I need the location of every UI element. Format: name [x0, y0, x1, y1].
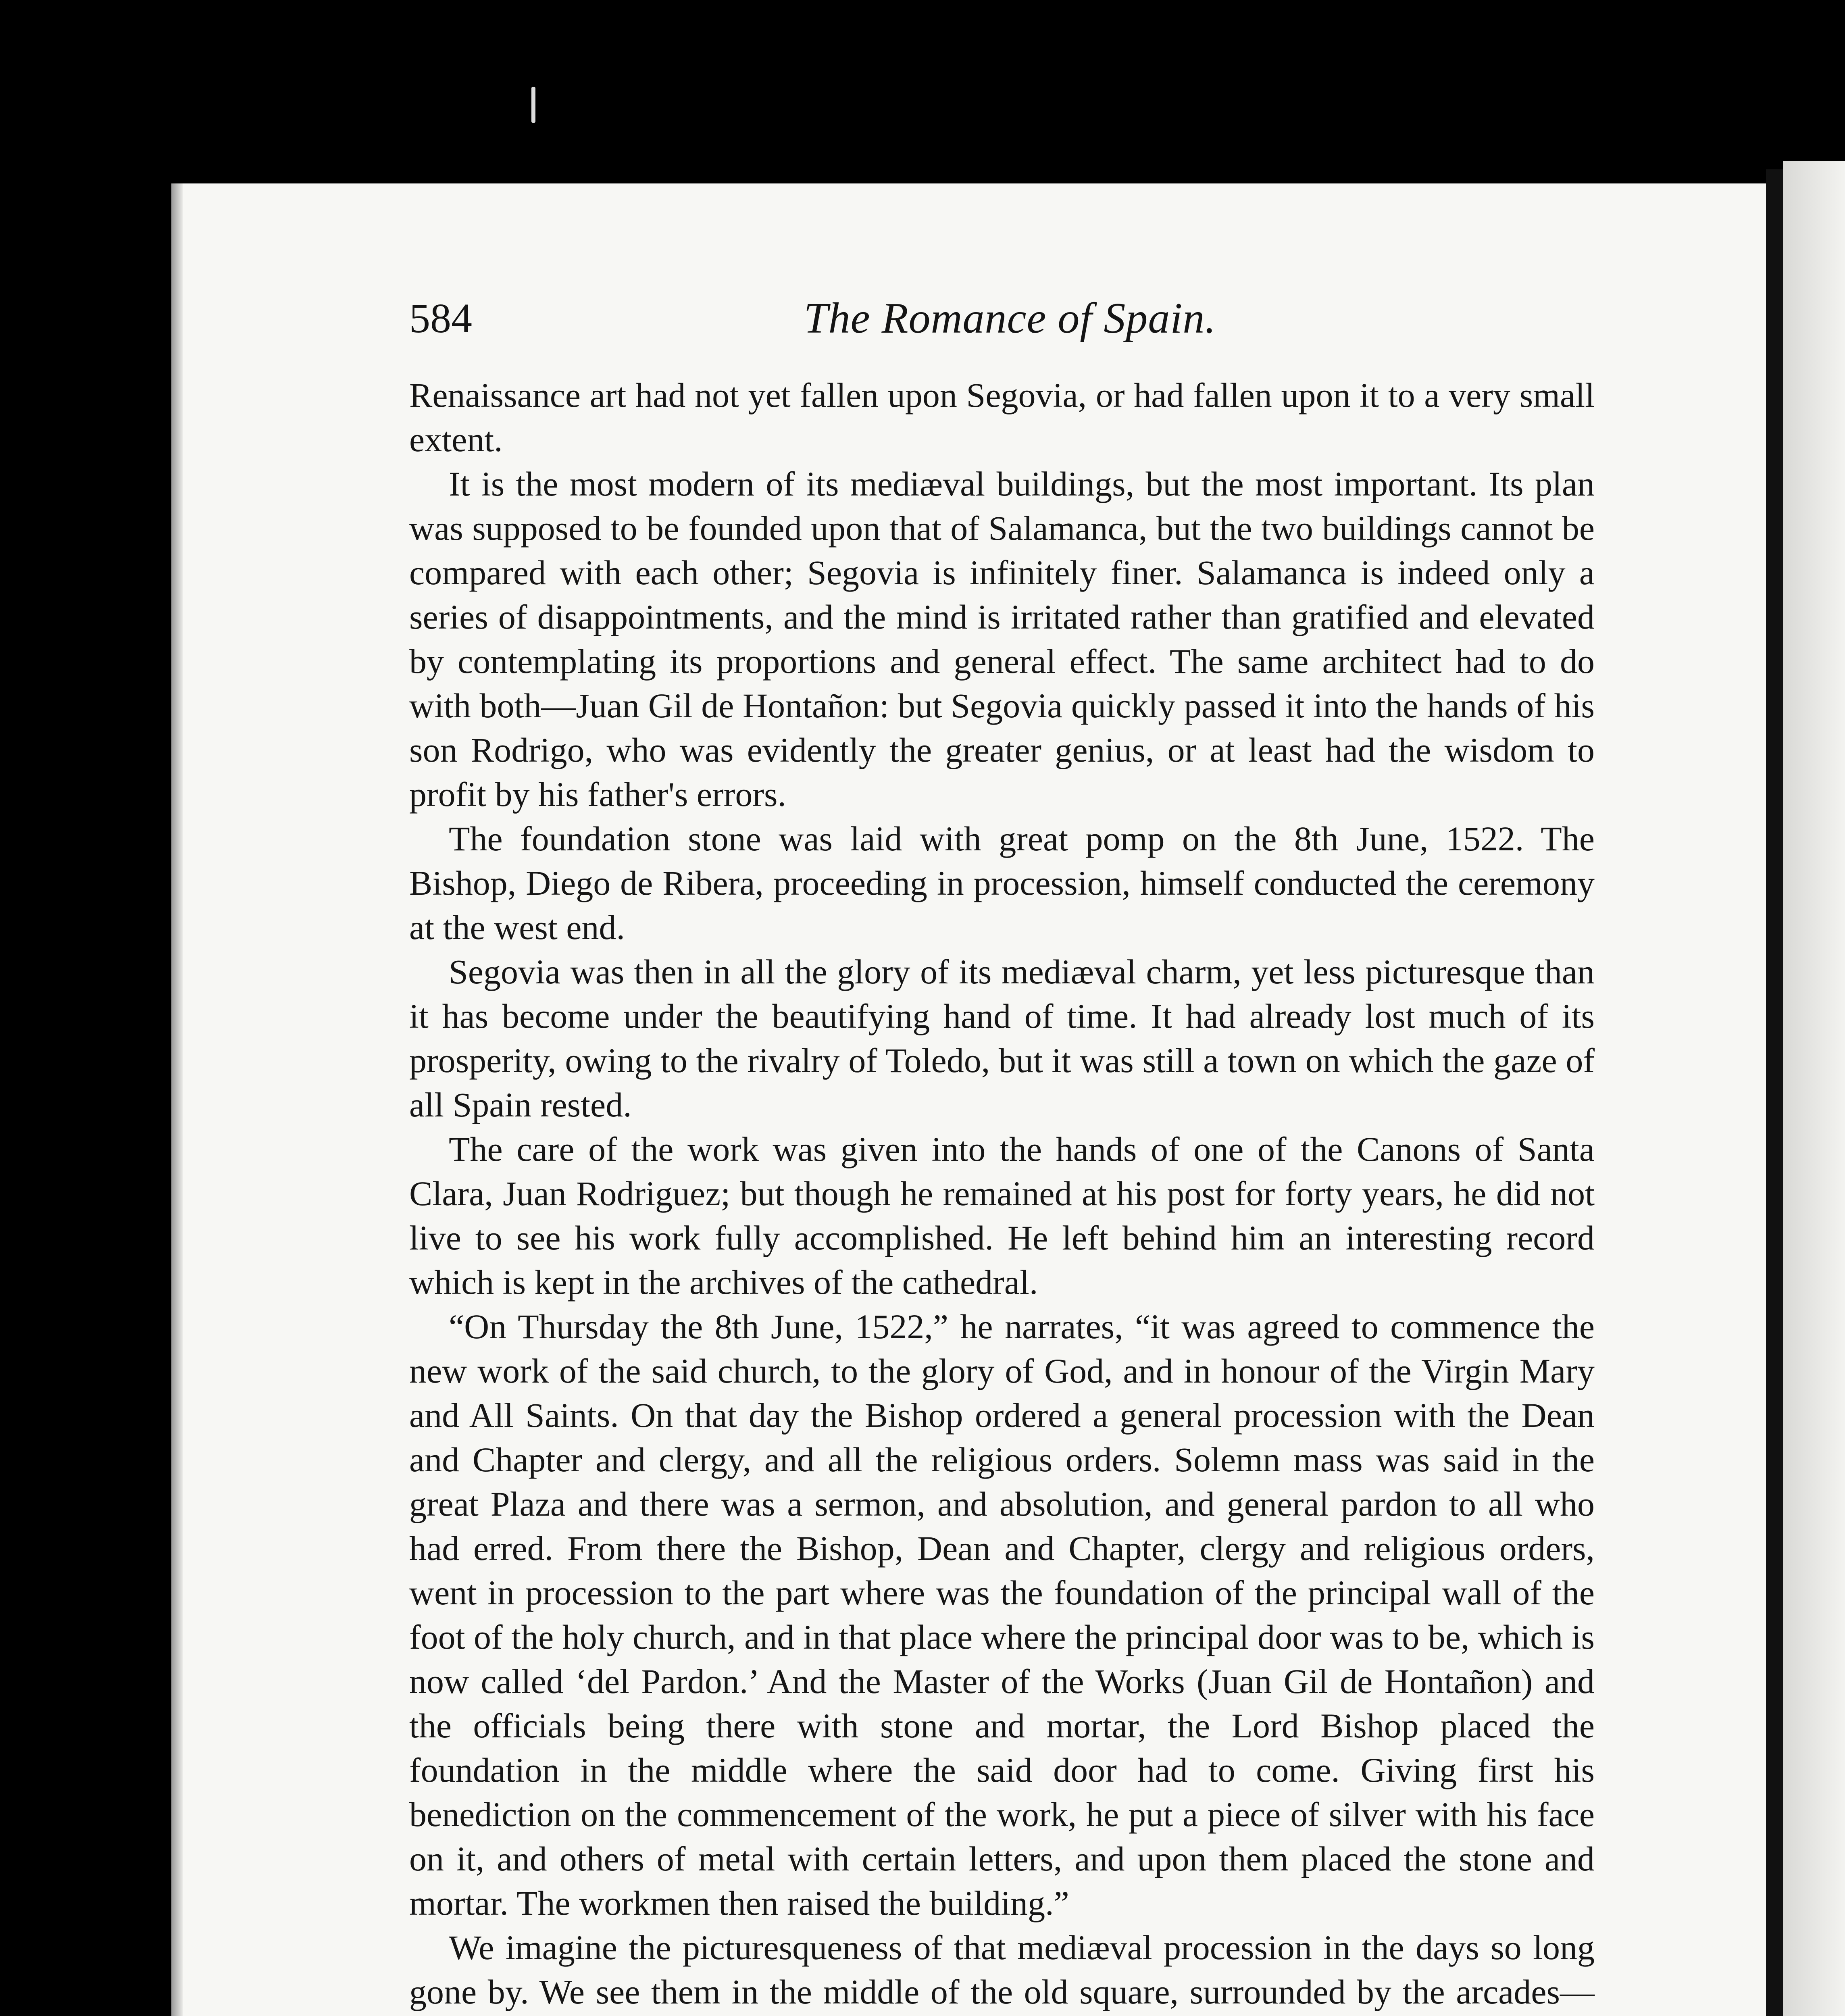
- paragraph: Renaissance art had not yet fallen upon Segovia, or had fallen upon it to a very small extent.: [409, 376, 1595, 459]
- paragraph: Segovia was then in all the glory of its mediæval charm, yet less picturesque than it has become under the beautifying hand of time. It had already lost much of its prosperity, owing to the rivalry of Toledo, but it was still a town on which the gaze of all Spain rested.: [409, 952, 1595, 1124]
- paragraph: It is the most modern of its mediæval buildings, but the most important. Its plan was supposed to be founded upon that of Salamanca, but the two buildings cannot be compared with each other; Segovia is infinitely finer. Salamanca is indeed only a series of disappointments, and the mind is irritated rather than gratified and elevated by contemplating its proportions and general effect. The same architect had to do with both—Juan Gil de Hontañon: but Segovia quickly passed it into the hands of his son Rodrigo, who was evidently the greater genius, or at least had the wisdom to profit by his father's errors.: [409, 464, 1595, 814]
- page-divider: [1766, 169, 1783, 2016]
- page-number: 584: [409, 295, 472, 342]
- running-head: [409, 290, 1611, 347]
- paragraph: We imagine the picturesqueness of that mediæval procession in the days so long gone by. We see them in the middle of the old square, surrounded by the arcades—: [409, 1928, 1595, 2011]
- running-title: The Romance of Spain.: [804, 294, 1216, 342]
- scan-speck: [531, 87, 535, 123]
- page-gutter-shadow: [171, 183, 183, 2016]
- paragraph: The care of the work was given into the hands of one of the Canons of Santa Clara, Juan Rodriguez; but though he remained at his post for forty years, he did not live to see his work fully accomplished. He left behind him an interesting record which is kept in the archives of the cathedral.: [409, 1130, 1595, 1302]
- paragraph: The foundation stone was laid with great pomp on the 8th June, 1522. The Bishop, Diego de Ribera, proceeding in procession, himself conducted the ceremony at the west end.: [409, 819, 1595, 947]
- paragraph: “On Thursday the 8th June, 1522,” he narrates, “it was agreed to commence the new work of the said church, to the glory of God, and in honour of the Virgin Mary and All Saints. On that day the Bishop ordered a general procession with the Dean and Chapter and clergy, and all the religious orders. Solemn mass was said in the great Plaza and there was a sermon, and absolution, and general pardon to all who had erred. From there the Bishop, Dean and Chapter, clergy and religious orders, went in procession to the part where was the foundation of the principal wall of the foot of the holy church, and in that place where the principal door was to be, which is now called ‘del Pardon.’ And the Master of the Works (Juan Gil de Hontañon) and the officials being there with stone and mortar, the Lord Bishop placed the foundation in the middle where the said door had to come. Giving first his benediction on the commencement of the work, he put a piece of silver with his face on it, and others of metal with certain letters, and upon them placed the stone and mortar. The workmen then raised the building.”: [409, 1307, 1595, 1922]
- body-text: [409, 373, 1595, 2016]
- next-page-edge: [1783, 161, 1845, 2016]
